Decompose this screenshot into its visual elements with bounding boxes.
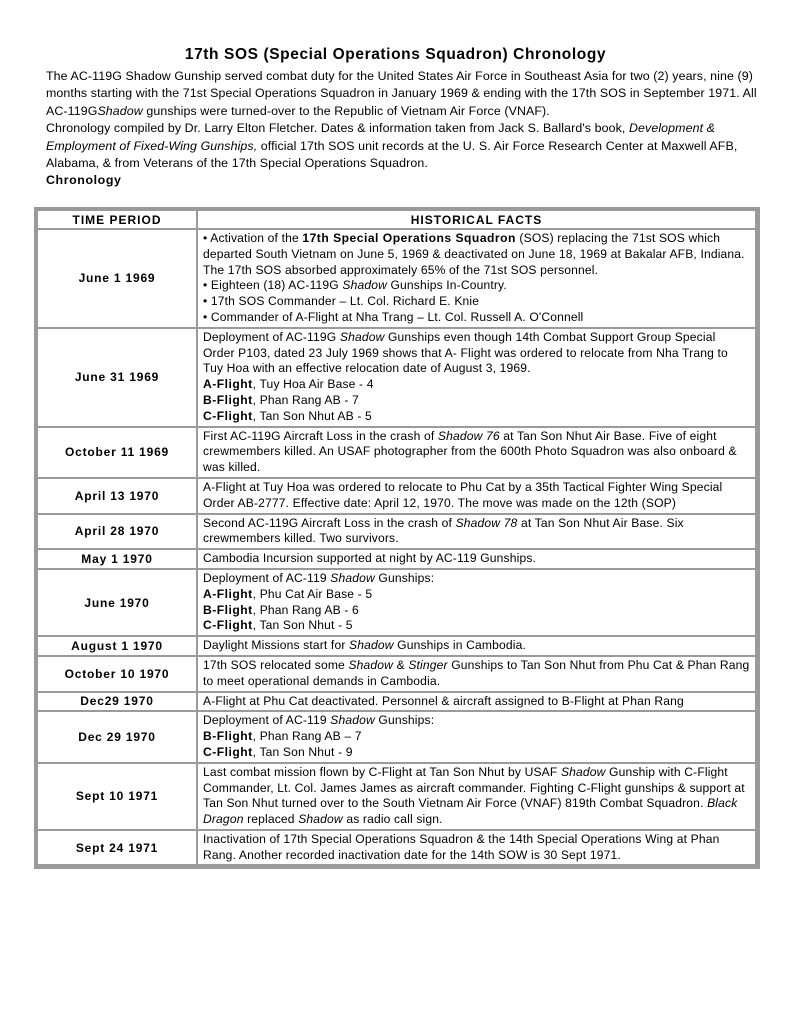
fact-line [203, 516, 750, 548]
fact-text: replaced [243, 812, 299, 827]
time-period-cell: Sept 24 1971 [37, 830, 197, 866]
intro-paragraph-sources [46, 120, 758, 172]
fact-text: , Tan Son Nhut - 5 [252, 618, 353, 633]
fact-text: First AC-119G Aircraft Loss in the crash of [203, 428, 438, 443]
time-period-cell: June 1 1969 [37, 229, 197, 328]
historical-facts-cell [197, 328, 756, 427]
fact-text: (SOS) replacing the 71st SOS which departed South Vietnam on June 5, 1969 & deactivated on June 18, 1969 at Bakalar AFB, Indiana. The 17th SOS absorbed approximately 65% of the 71st SOS personnel. [203, 231, 745, 277]
table-row [37, 636, 756, 656]
intro-text: official 17th SOS unit records at the U. S. Air Force Research Center at Maxwell AFB, Alabama, & from Veterans of the 17th Special Operations Squadron. [46, 138, 738, 171]
table-row [37, 656, 756, 692]
fact-text: , Phu Cat Air Base - 5 [252, 586, 373, 601]
fact-line [203, 638, 750, 654]
emphasis-text: Shadow [330, 713, 375, 728]
time-period-cell: August 1 1970 [37, 636, 197, 656]
emphasis-text: Shadow [298, 812, 343, 827]
flight-label: C-Flight [203, 618, 253, 633]
table-row [37, 830, 756, 866]
table-row [37, 229, 756, 328]
fact-text: Gunships In-Country. [386, 278, 507, 293]
fact-text: Inactivation of 17th Special Operations Squadron & the 14th Special Operations Wing at Phan Rang. Another recorded inactivation date for the 14th SOW is 30 Sept 1971. [203, 831, 720, 862]
table-row [37, 763, 756, 830]
time-period-cell: Sept 10 1971 [37, 763, 197, 830]
fact-text: , Tuy Hoa Air Base - 4 [252, 377, 374, 392]
fact-line [203, 713, 750, 729]
time-period-cell: April 13 1970 [37, 478, 197, 514]
book-title: Development & Employment of Fixed-Wing Gunships, [46, 121, 716, 153]
fact-text: , Tan Son Nhut AB - 5 [252, 408, 372, 423]
flight-label: B-Flight [203, 729, 253, 744]
fact-text: • Commander of A-Flight at Nha Trang – Lt. Col. Russell A. O'Connell [203, 309, 584, 324]
historical-facts-cell [197, 830, 756, 866]
fact-text: • Activation of the [203, 231, 303, 245]
table-row [37, 328, 756, 427]
fact-text: , Phan Rang AB - 6 [252, 602, 359, 617]
historical-facts-cell [197, 514, 756, 550]
historical-facts-cell [197, 763, 756, 830]
table-row [37, 692, 756, 712]
flight-label: A-Flight [203, 377, 253, 392]
historical-facts-cell [197, 656, 756, 692]
fact-text: Gunships: [374, 570, 435, 585]
historical-facts-cell [197, 427, 756, 478]
historical-facts-cell [197, 711, 756, 762]
historical-facts-cell [197, 549, 756, 569]
fact-line [203, 294, 750, 310]
fact-text: Second AC-119G Aircraft Loss in the crash of [203, 515, 456, 530]
time-period-cell: June 1970 [37, 569, 197, 636]
chronology-table [34, 207, 760, 869]
fact-text: Deployment of AC-119 [203, 713, 331, 728]
fact-text: A-Flight at Phu Cat deactivated. Personnel & aircraft assigned to B-Flight at Phan Rang [203, 693, 684, 708]
header-historical-facts: HISTORICAL FACTS [197, 210, 756, 229]
flight-label: 17th Special Operations Squadron [302, 231, 516, 245]
fact-line [203, 310, 750, 326]
table-header-row [37, 210, 756, 229]
fact-text: Gunships to Tan Son Nhut from Phu Cat & Phan Rang to meet operational demands in Cambodia. [203, 657, 750, 688]
header-time-period: TIME PERIOD [37, 210, 197, 229]
fact-line [203, 618, 750, 634]
flight-label: B-Flight [203, 602, 253, 617]
table-row [37, 514, 756, 550]
emphasis-text: Shadow [330, 570, 375, 585]
historical-facts-cell [197, 636, 756, 656]
fact-text: , Phan Rang AB - 7 [252, 392, 359, 407]
intro-section [46, 68, 758, 190]
fact-text: • Eighteen (18) AC-119G [203, 278, 343, 293]
time-period-cell: Dec29 1970 [37, 692, 197, 712]
time-period-cell: October 10 1970 [37, 656, 197, 692]
fact-text: & [393, 657, 409, 672]
fact-line [203, 377, 750, 393]
fact-line [203, 729, 750, 745]
table-row [37, 478, 756, 514]
fact-line [203, 765, 750, 828]
time-period-cell: May 1 1970 [37, 549, 197, 569]
emphasis-text: Shadow 76 [437, 428, 500, 443]
fact-line [203, 480, 750, 512]
fact-text: Deployment of AC-119 [203, 570, 331, 585]
fact-text: Gunships in Cambodia. [393, 638, 526, 653]
emphasis-text: Shadow [348, 657, 394, 672]
fact-text: as radio call sign. [342, 812, 443, 827]
emphasis-text: Shadow [349, 638, 394, 653]
emphasis-text: Shadow [339, 329, 385, 344]
table-row [37, 549, 756, 569]
fact-text: 17th SOS relocated some [203, 657, 349, 672]
intro-text: The AC-119G Shadow Gunship served combat duty for the United States Air Force in Southeast Asia for two (2) years, nine (9) months starting with the 71st Special Operations Squadron in January 1969 & ending with the 17th SOS in September 1971. All AC-119G [46, 69, 757, 118]
chronology-label: Chronology [46, 173, 122, 188]
historical-facts-cell [197, 478, 756, 514]
fact-line [203, 551, 750, 567]
fact-line [203, 393, 750, 409]
fact-line [203, 409, 750, 425]
time-period-cell: April 28 1970 [37, 514, 197, 550]
flight-label: B-Flight [203, 392, 253, 407]
table-row [37, 427, 756, 478]
fact-text: Gunships: [374, 713, 435, 728]
fact-text: Gunships even though 14th Combat Support Group Special Order P103, dated 23 July 1969 shows that A- Flight was ordered to relocate from Nha Trang to Tuy Hoa with an effective relocation date of August 3, 1969. [203, 329, 728, 376]
table-body [37, 229, 756, 865]
fact-line [203, 587, 750, 603]
emphasis-text: Stinger [408, 657, 448, 672]
intro-text: Chronology compiled by Dr. Larry Elton Fletcher. Dates & information taken from Jack S. Ballard's book, [46, 121, 629, 136]
intro-paragraph-service [46, 68, 758, 120]
emphasis-text: Shadow [342, 278, 387, 293]
flight-label: C-Flight [203, 744, 253, 759]
fact-text: Deployment of AC-119G [203, 329, 340, 344]
flight-label: C-Flight [203, 408, 253, 423]
fact-text: at Tan Son Nhut Air Base. Five of eight crewmembers killed. An USAF photographer from the 600th Photo Squadron was also onboard & was killed. [203, 428, 737, 475]
fact-line [203, 832, 750, 864]
historical-facts-cell [197, 692, 756, 712]
table-row [37, 569, 756, 636]
flight-label: A-Flight [203, 586, 253, 601]
fact-line [203, 658, 750, 690]
fact-line [203, 278, 750, 294]
fact-text: Daylight Missions start for [203, 638, 350, 653]
time-period-cell: June 31 1969 [37, 328, 197, 427]
emphasis-text: Shadow [560, 764, 606, 779]
document-title: 17th SOS (Special Operations Squadron) Chronology [184, 46, 607, 63]
table-row [37, 711, 756, 762]
emphasis-text: Shadow 78 [455, 515, 518, 530]
fact-line [203, 429, 750, 476]
fact-text: , Tan Son Nhut - 9 [252, 744, 353, 759]
time-period-cell: Dec 29 1970 [37, 711, 197, 762]
intro-emphasis: Shadow [97, 103, 143, 118]
fact-text: at Tan Son Nhut Air Base. Six crewmembers killed. Two survivors. [203, 515, 684, 546]
fact-text: A-Flight at Tuy Hoa was ordered to relocate to Phu Cat by a 35th Tactical Fighter Wing Special Order AB-2777. Effective date: April 12, 1970. The move was made on the 12th (SOP) [203, 479, 723, 510]
fact-text: Gunship with C-Flight Commander, Lt. Col. James James as aircraft commander. Fighting C-Flight gunships & support at Tan Son Nhut turned over to the South Vietnam Air Force (VNAF) 819th Combat Squadron. [203, 764, 745, 811]
fact-line [203, 571, 750, 587]
fact-line [203, 231, 750, 278]
fact-text: • 17th SOS Commander – Lt. Col. Richard E. Knie [203, 294, 480, 309]
fact-line [203, 330, 750, 377]
fact-line [203, 745, 750, 761]
historical-facts-cell [197, 229, 756, 328]
fact-text: , Phan Rang AB – 7 [252, 729, 362, 744]
fact-text: Cambodia Incursion supported at night by AC-119 Gunships. [203, 551, 537, 566]
fact-line [203, 694, 750, 710]
time-period-cell: October 11 1969 [37, 427, 197, 478]
fact-line [203, 603, 750, 619]
historical-facts-cell [197, 569, 756, 636]
fact-text: Last combat mission flown by C-Flight at Tan Son Nhut by USAF [203, 764, 561, 779]
emphasis-text: Black Dragon [203, 796, 738, 827]
intro-text: gunships were turned-over to the Republic of Vietnam Air Force (VNAF). [142, 103, 550, 118]
